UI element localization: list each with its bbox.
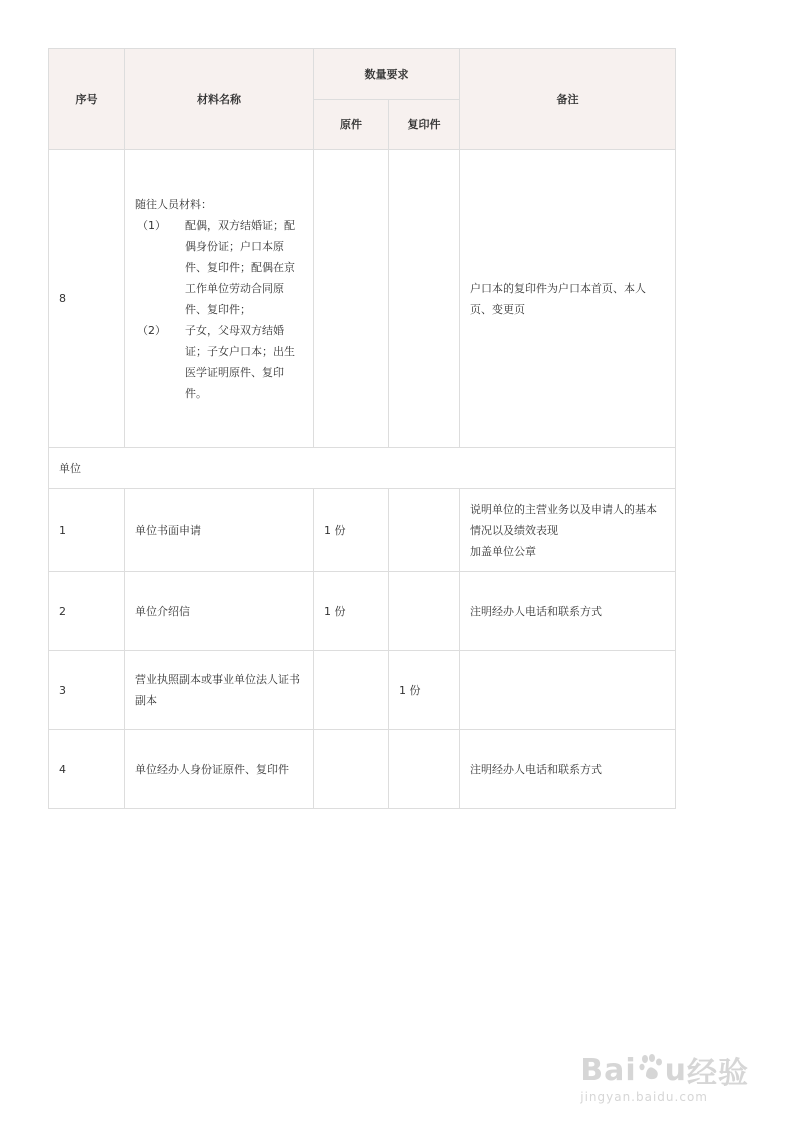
cell-seq: 8 — [49, 150, 125, 448]
cell-remark — [460, 572, 676, 651]
header-seq: 序号 — [49, 49, 125, 150]
header-material-name: 材料名称 — [125, 49, 314, 150]
header-copy: 复印件 — [389, 100, 460, 150]
cell-remark — [460, 730, 676, 809]
cell-copy — [389, 489, 460, 572]
cell-material-name — [125, 150, 314, 448]
cell-original — [314, 150, 389, 448]
cell-copy: 1 份 — [389, 651, 460, 730]
cell-material-name: 单位经办人身份证原件、复印件 — [125, 730, 314, 809]
header-remark: 备注 — [460, 49, 676, 150]
cell-original: 1 份 — [314, 572, 389, 651]
cell-seq: 3 — [49, 651, 125, 730]
cell-seq: 4 — [49, 730, 125, 809]
header-row — [49, 49, 676, 100]
cell-remark — [460, 651, 676, 730]
list-item — [135, 320, 303, 404]
table-row — [49, 150, 676, 448]
cell-remark: 户口本的复印件为户口本首页、本人页、变更页 — [460, 150, 676, 448]
paw-icon — [639, 1054, 663, 1086]
list-item-text: 配偶，双方结婚证；配偶身份证；户口本原件、复印件；配偶在京工作单位劳动合同原件、复印件； — [185, 218, 295, 316]
list-item — [135, 215, 303, 320]
cell-material-name: 营业执照副本或事业单位法人证书副本 — [125, 651, 314, 730]
cell-seq: 2 — [49, 572, 125, 651]
companion-intro: 随往人员材料： — [135, 197, 212, 211]
header-original: 原件 — [314, 100, 389, 150]
materials-table — [48, 48, 676, 809]
cell-seq: 1 — [49, 489, 125, 572]
table-row — [49, 730, 676, 809]
list-item-text: 子女，父母双方结婚证；子女户口本；出生医学证明原件、复印件。 — [185, 323, 295, 400]
header-quantity: 数量要求 — [314, 49, 460, 100]
cell-original — [314, 651, 389, 730]
remark-line: 加盖单位公章 — [470, 544, 536, 558]
cell-copy — [389, 572, 460, 651]
remark-line: 注明经办人电话和联系方式 — [470, 762, 602, 776]
baidu-jingyan-watermark — [580, 1048, 749, 1104]
table-row — [49, 651, 676, 730]
watermark-brand-tail: u — [664, 1052, 687, 1088]
cell-remark — [460, 489, 676, 572]
cell-material-name: 单位书面申请 — [125, 489, 314, 572]
remark-line: 说明单位的主营业务以及申请人的基本情况以及绩效表现 — [470, 502, 657, 537]
list-item-number: （2） — [137, 323, 166, 337]
cell-material-name: 单位介绍信 — [125, 572, 314, 651]
watermark-brand: Bai — [580, 1052, 637, 1088]
watermark-url: jingyan.baidu.com — [580, 1090, 708, 1104]
cell-original: 1 份 — [314, 489, 389, 572]
watermark-logo — [580, 1048, 749, 1092]
section-row — [49, 448, 676, 489]
table-row — [49, 572, 676, 651]
cell-copy — [389, 150, 460, 448]
section-label: 单位 — [49, 448, 676, 489]
remark-line: 注明经办人电话和联系方式 — [470, 604, 602, 618]
watermark-brand-cn: 经验 — [687, 1056, 749, 1091]
cell-copy — [389, 730, 460, 809]
cell-original — [314, 730, 389, 809]
table-row — [49, 489, 676, 572]
list-item-number: （1） — [137, 218, 166, 232]
